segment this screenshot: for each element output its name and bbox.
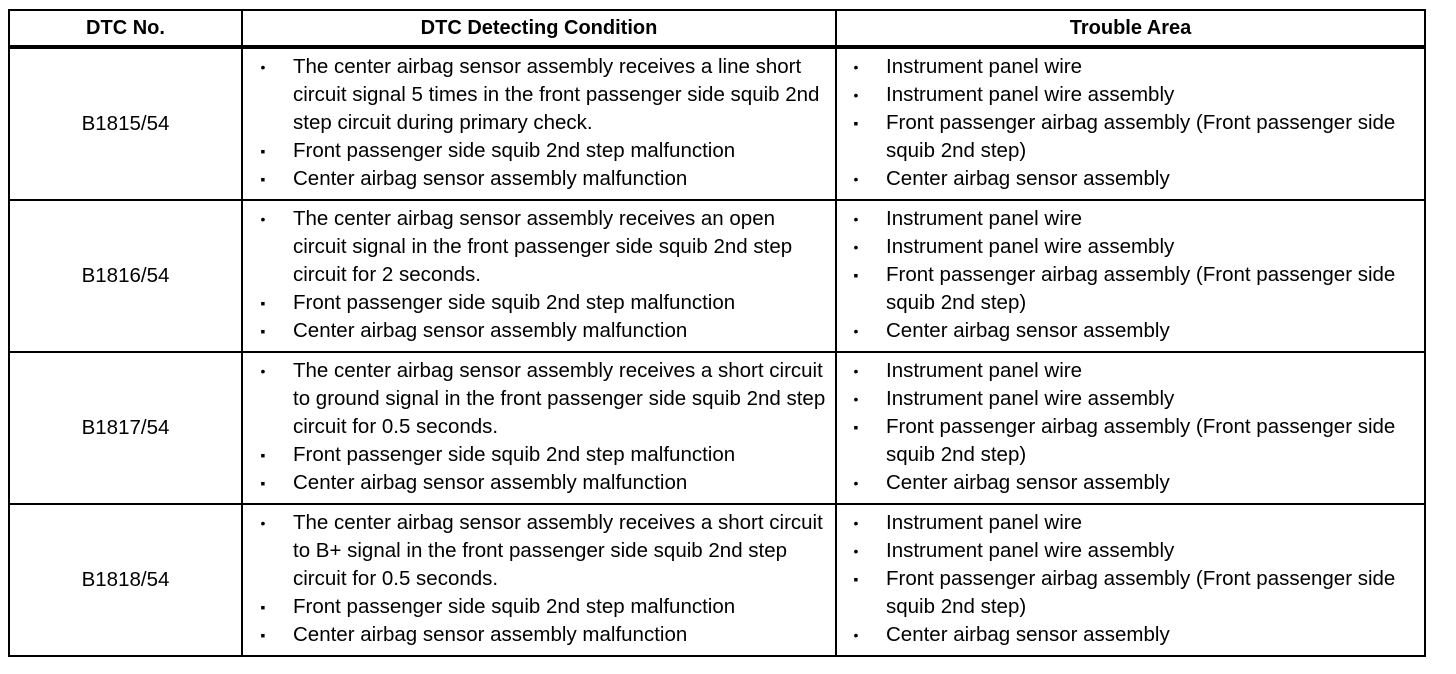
trouble-area-cell-list xyxy=(837,53,1424,193)
bullet-icon: ▪ xyxy=(853,267,859,283)
bullet-icon: ▪ xyxy=(260,627,266,643)
trouble-area-item xyxy=(837,165,1424,193)
bullet-icon: ▪ xyxy=(853,419,859,435)
condition-item xyxy=(243,317,835,345)
trouble-area-item-text: Instrument panel wire assembly xyxy=(886,235,1175,258)
trouble-area-item-text: Center airbag sensor assembly xyxy=(886,471,1170,494)
trouble-area-item xyxy=(837,509,1424,537)
trouble-area-item xyxy=(837,565,1424,621)
trouble-area-item xyxy=(837,81,1424,109)
bullet-icon: • xyxy=(853,363,859,379)
condition-item-text: The center airbag sensor assembly receives an open circuit signal in the front passenger side squib 2nd step circuit for 2 seconds. xyxy=(293,207,793,286)
header-row xyxy=(9,10,1425,47)
condition-item xyxy=(243,137,835,165)
condition-item xyxy=(243,509,835,593)
condition-item xyxy=(243,441,835,469)
table-row xyxy=(9,504,1425,656)
trouble-area-item-text: Center airbag sensor assembly xyxy=(886,319,1170,342)
trouble-area-item-text: Front passenger airbag assembly (Front passenger side squib 2nd step) xyxy=(886,263,1396,314)
bullet-icon: • xyxy=(853,171,859,187)
trouble-area-item xyxy=(837,205,1424,233)
condition-item xyxy=(243,289,835,317)
trouble-area-item xyxy=(837,261,1424,317)
condition-item-text: Front passenger side squib 2nd step malfunction xyxy=(293,595,736,618)
trouble-area-item xyxy=(837,385,1424,413)
trouble-area-cell xyxy=(836,504,1425,656)
table-row xyxy=(9,47,1425,200)
trouble-area-item xyxy=(837,413,1424,469)
bullet-icon: ▪ xyxy=(260,475,266,491)
trouble-area-item-text: Front passenger airbag assembly (Front passenger side squib 2nd step) xyxy=(886,111,1396,162)
bullet-icon: • xyxy=(853,211,859,227)
trouble-area-item-text: Instrument panel wire assembly xyxy=(886,83,1175,106)
bullet-icon: • xyxy=(853,87,859,103)
table-body xyxy=(9,47,1425,656)
trouble-area-item xyxy=(837,109,1424,165)
condition-item xyxy=(243,593,835,621)
condition-item xyxy=(243,53,835,137)
condition-item xyxy=(243,205,835,289)
detecting-condition-cell xyxy=(242,200,836,352)
bullet-icon: • xyxy=(260,211,266,227)
table-row xyxy=(9,352,1425,504)
bullet-icon: • xyxy=(260,59,266,75)
header-detecting-condition: DTC Detecting Condition xyxy=(242,10,836,47)
trouble-area-cell-list xyxy=(837,357,1424,497)
dtc-code: B1818/54 xyxy=(9,504,242,656)
condition-item-text: Center airbag sensor assembly malfunction xyxy=(293,319,688,342)
trouble-area-item xyxy=(837,233,1424,261)
dtc-table xyxy=(8,9,1426,657)
bullet-icon: ▪ xyxy=(853,115,859,131)
bullet-icon: ▪ xyxy=(260,295,266,311)
detecting-condition-cell-list xyxy=(243,509,835,649)
dtc-code: B1816/54 xyxy=(9,200,242,352)
bullet-icon: • xyxy=(853,59,859,75)
condition-item xyxy=(243,621,835,649)
dtc-code: B1815/54 xyxy=(9,47,242,200)
condition-item-text: Center airbag sensor assembly malfunction xyxy=(293,167,688,190)
trouble-area-item-text: Instrument panel wire assembly xyxy=(886,387,1175,410)
bullet-icon: • xyxy=(853,475,859,491)
trouble-area-cell xyxy=(836,47,1425,200)
trouble-area-cell-list xyxy=(837,205,1424,345)
bullet-icon: ▪ xyxy=(260,171,266,187)
trouble-area-item-text: Instrument panel wire xyxy=(886,55,1082,78)
trouble-area-item-text: Center airbag sensor assembly xyxy=(886,623,1170,646)
trouble-area-item-text: Front passenger airbag assembly (Front passenger side squib 2nd step) xyxy=(886,567,1396,618)
trouble-area-cell-list xyxy=(837,509,1424,649)
condition-item xyxy=(243,357,835,441)
bullet-icon: • xyxy=(260,515,266,531)
table-row xyxy=(9,200,1425,352)
condition-item-text: The center airbag sensor assembly receives a short circuit to ground signal in the front passenger side squib 2nd step circuit for 0.5 seconds. xyxy=(293,359,826,438)
condition-item-text: Front passenger side squib 2nd step malfunction xyxy=(293,291,736,314)
bullet-icon: • xyxy=(853,543,859,559)
condition-item-text: Front passenger side squib 2nd step malfunction xyxy=(293,139,736,162)
bullet-icon: • xyxy=(853,515,859,531)
trouble-area-item-text: Instrument panel wire assembly xyxy=(886,539,1175,562)
trouble-area-item xyxy=(837,53,1424,81)
dtc-code: B1817/54 xyxy=(9,352,242,504)
trouble-area-item xyxy=(837,537,1424,565)
bullet-icon: ▪ xyxy=(260,323,266,339)
bullet-icon: • xyxy=(260,363,266,379)
detecting-condition-cell xyxy=(242,47,836,200)
bullet-icon: ▪ xyxy=(260,143,266,159)
trouble-area-item xyxy=(837,317,1424,345)
bullet-icon: ▪ xyxy=(853,571,859,587)
header-trouble-area: Trouble Area xyxy=(836,10,1425,47)
trouble-area-item-text: Front passenger airbag assembly (Front passenger side squib 2nd step) xyxy=(886,415,1396,466)
trouble-area-item xyxy=(837,621,1424,649)
condition-item xyxy=(243,165,835,193)
bullet-icon: • xyxy=(853,239,859,255)
condition-item-text: Center airbag sensor assembly malfunction xyxy=(293,471,688,494)
condition-item-text: Center airbag sensor assembly malfunction xyxy=(293,623,688,646)
trouble-area-item-text: Center airbag sensor assembly xyxy=(886,167,1170,190)
trouble-area-cell xyxy=(836,200,1425,352)
bullet-icon: ▪ xyxy=(260,599,266,615)
condition-item-text: Front passenger side squib 2nd step malfunction xyxy=(293,443,736,466)
detecting-condition-cell-list xyxy=(243,53,835,193)
detecting-condition-cell-list xyxy=(243,357,835,497)
condition-item-text: The center airbag sensor assembly receives a line short circuit signal 5 times in the front passenger side squib 2nd step circuit during primary check. xyxy=(293,55,820,134)
trouble-area-cell xyxy=(836,352,1425,504)
trouble-area-item-text: Instrument panel wire xyxy=(886,511,1082,534)
trouble-area-item xyxy=(837,469,1424,497)
detecting-condition-cell xyxy=(242,504,836,656)
condition-item-text: The center airbag sensor assembly receives a short circuit to B+ signal in the front passenger side squib 2nd step circuit for 0.5 seconds. xyxy=(293,511,823,590)
bullet-icon: • xyxy=(853,391,859,407)
condition-item xyxy=(243,469,835,497)
trouble-area-item-text: Instrument panel wire xyxy=(886,207,1082,230)
bullet-icon: • xyxy=(853,323,859,339)
bullet-icon: • xyxy=(853,627,859,643)
detecting-condition-cell-list xyxy=(243,205,835,345)
table-header xyxy=(9,10,1425,47)
bullet-icon: ▪ xyxy=(260,447,266,463)
trouble-area-item xyxy=(837,357,1424,385)
trouble-area-item-text: Instrument panel wire xyxy=(886,359,1082,382)
detecting-condition-cell xyxy=(242,352,836,504)
header-dtc-no: DTC No. xyxy=(9,10,242,47)
